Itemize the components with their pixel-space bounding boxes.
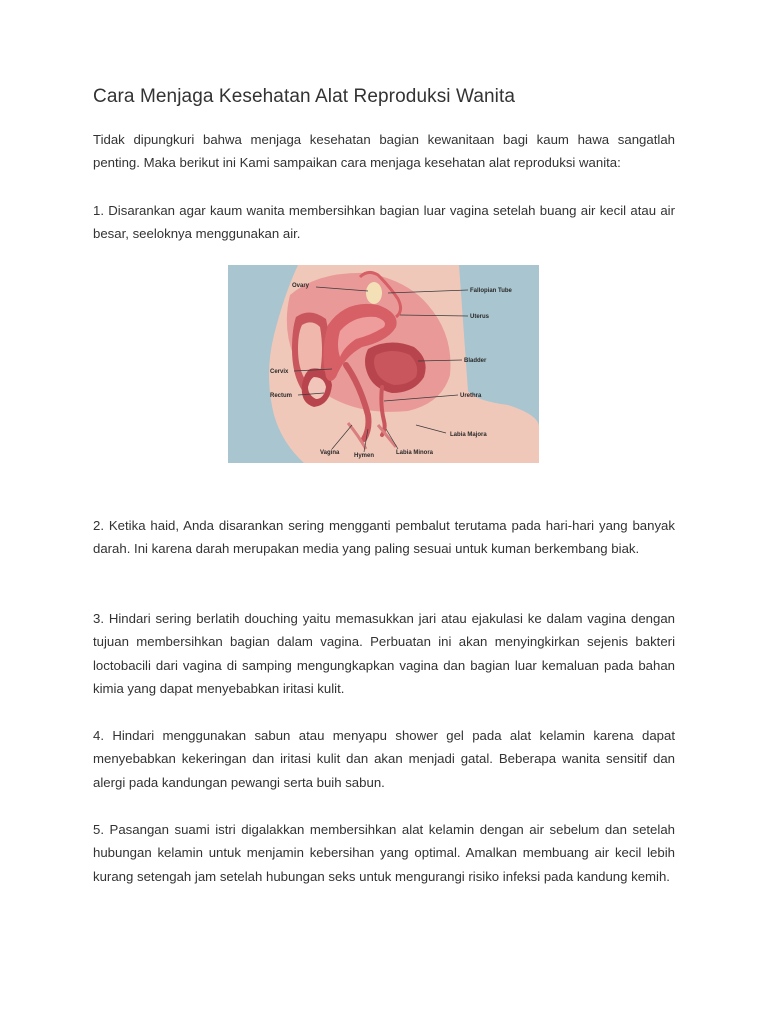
point-1: 1. Disarankan agar kaum wanita membersihkan bagian luar vagina setelah buang air kecil atau air besar, seeloknya menggunakan air.: [93, 203, 675, 242]
label-bladder: Bladder: [464, 358, 487, 364]
label-fallopian-tube: Fallopian Tube: [470, 288, 512, 294]
ovary-shape: [366, 282, 382, 304]
point-5: 5. Pasangan suami istri digalakkan membersihkan alat kelamin dengan air sebelum dan setelah hubungan kelamin untuk menjamin kebersihan yang optimal. Amalkan membuang air kecil lebih kurang setengah jam setelah hubungan seks untuk mengurangi risiko infeksi pada kandung kemih.: [93, 822, 675, 884]
point-2: 2. Ketika haid, Anda disarankan sering mengganti pembalut terutama pada hari-hari yang banyak darah. Ini karena darah merupakan media yang paling sesuai untuk kuman berkembang biak.: [93, 518, 675, 557]
point-4: 4. Hindari menggunakan sabun atau menyapu shower gel pada alat kelamin karena dapat menyebabkan kekeringan dan iritasi kulit dan akan menjadi gatal. Beberapa wanita sensitif dan alergi pada kandungan pewangi serta buih sabun.: [93, 728, 675, 790]
intro-paragraph: Tidak dipungkuri bahwa menjaga kesehatan bagian kewanitaan bagi kaum hawa sangatlah penting. Maka berikut ini Kami sampaikan cara menjaga kesehatan alat reproduksi wanita:: [93, 132, 675, 171]
label-cervix: Cervix: [270, 369, 289, 375]
label-ovary: Ovary: [292, 283, 310, 289]
label-labia-majora: Labia Majora: [450, 432, 487, 438]
label-vagina: Vagina: [320, 450, 340, 456]
label-uterus: Uterus: [470, 314, 490, 320]
label-urethra: Urethra: [460, 393, 482, 399]
label-hymen: Hymen: [354, 453, 375, 459]
label-labia-minora: Labia Minora: [396, 450, 434, 456]
point-3: 3. Hindari sering berlatih douching yaitu memasukkan jari atau ejakulasi ke dalam vagina dengan tujuan membersihkan bagian dalam vagina. Perbuatan ini akan menyingkirkan sejenis bakteri loctobacili dari vagina di samping mengungkapkan vagina dan bagian luar kemaluan pada bahan kimia yang dapat menyebabkan iritasi kulit.: [93, 611, 675, 696]
label-rectum: Rectum: [270, 393, 293, 399]
anatomy-diagram: [228, 265, 539, 463]
page-title: Cara Menjaga Kesehatan Alat Reproduksi Wanita: [93, 86, 516, 107]
